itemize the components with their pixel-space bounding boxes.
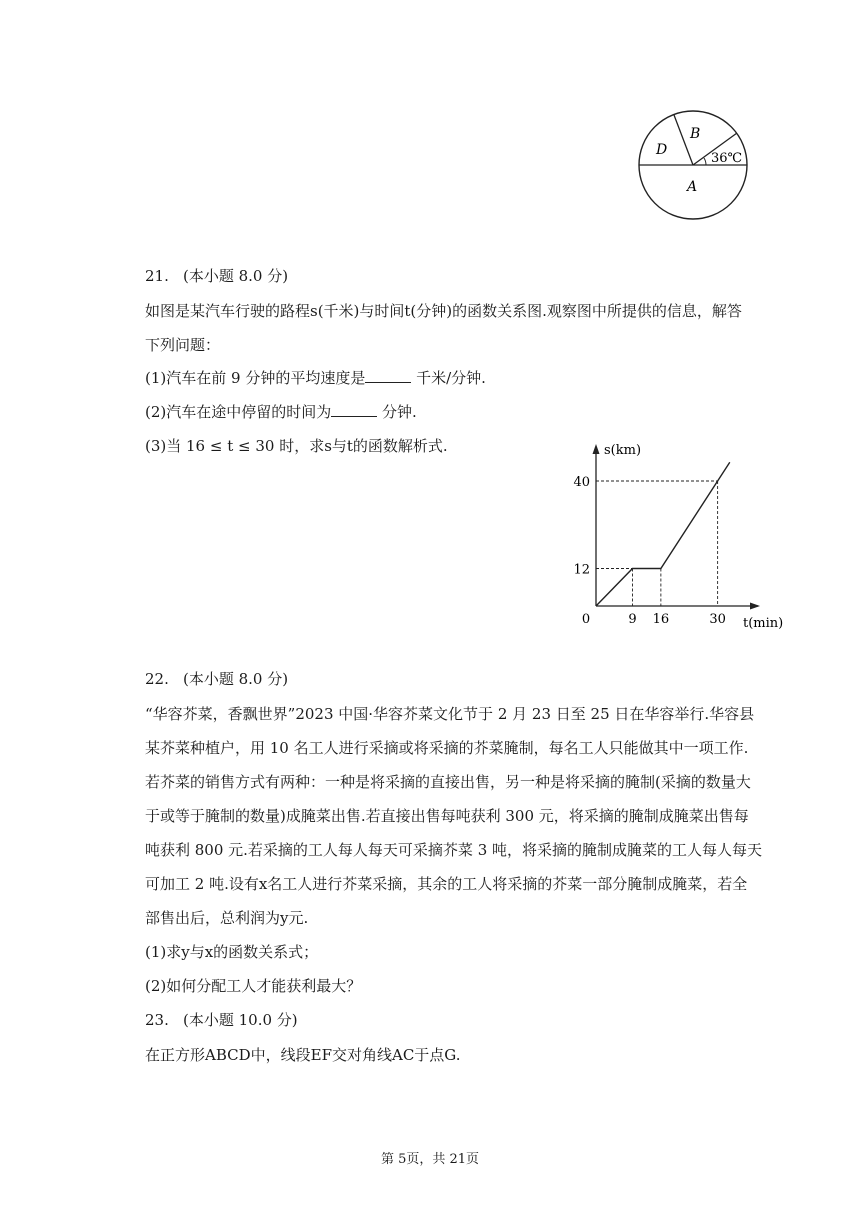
y-tick-label: 40 [573, 475, 590, 490]
x-axis-arrow [750, 603, 760, 610]
origin-label: 0 [581, 612, 591, 627]
q22-number: 22. [145, 670, 169, 688]
q21-part-1 [145, 368, 486, 388]
q22-line: “华容芥菜，香飘世界”2023 中国·华容芥菜文化节于 2 月 23 日至 25 日在华容举行.华容县 [145, 705, 755, 723]
y-axis-arrow [593, 444, 600, 454]
q23-number: 23. [145, 1011, 169, 1029]
pie-chart-figure [634, 108, 754, 224]
q22-line: 于或等于腌制的数量)成腌菜出售.若直接出售每吨获利 300 元，将采摘的腌制成腌菜出售每 [145, 807, 749, 825]
distance-time-graph [568, 443, 784, 632]
q21-intro-line-2: 下列问题： [145, 336, 221, 354]
q22-score: (本小题 8.0 分) [183, 670, 289, 688]
y-axis-label: s(km) [604, 443, 642, 458]
q23-line-1: 在正方形ABCD中，线段EF交对角线AC于点G. [145, 1046, 461, 1064]
q22-line: 吨获利 800 元.若采摘的工人每人每天可采摘芥菜 3 吨，将采摘的腌制成腌菜的工人每人每天 [145, 841, 763, 859]
x-axis-label: t(min) [743, 616, 784, 631]
q21-number: 21. [145, 267, 169, 285]
q22-part-1: (1)求y与x的函数关系式； [145, 943, 319, 961]
q22-line: 某芥菜种植户，用 10 名工人进行采摘或将采摘的芥菜腌制，每名工人只能做其中一项工作. [145, 739, 749, 757]
q21-part-3: (3)当 16 ≤ t ≤ 30 时，求s与t的函数解析式. [145, 437, 448, 455]
q22-header [145, 669, 288, 689]
q23-header [145, 1010, 298, 1030]
q21-part-2-text: (2)汽车在途中停留的时间为 [145, 403, 332, 421]
q21-part-2-unit: 分钟. [377, 403, 417, 421]
pie-label-b: B [690, 126, 701, 142]
x-tick-label: 16 [652, 612, 670, 627]
q21-part-2 [145, 402, 417, 422]
pie-label-a: A [687, 179, 698, 195]
y-tick-label: 12 [573, 562, 590, 578]
q21-part-1-text: (1)汽车在前 9 分钟的平均速度是 [145, 369, 366, 387]
q21-part-1-unit: 千米/分钟. [411, 369, 486, 387]
answer-blank-2[interactable] [331, 402, 377, 417]
q23-score: (本小题 10.0 分) [183, 1011, 298, 1029]
q22-line: 可加工 2 吨.设有x名工人进行芥菜采摘，其余的工人将采摘的芥菜一部分腌制成腌菜，若全 [145, 875, 748, 893]
pie-angle-label: 36℃ [711, 151, 743, 166]
answer-blank-1[interactable] [365, 368, 411, 383]
x-tick-label: 30 [709, 612, 726, 627]
distance-series-line [596, 462, 730, 606]
q22-part-2: (2)如何分配工人才能获利最大？ [145, 977, 362, 995]
page-footer: 第 5页，共 21页 [380, 1152, 480, 1167]
x-tick-label: 9 [628, 612, 637, 627]
q21-header [145, 266, 288, 286]
pie-label-d: D [656, 142, 668, 158]
q21-score: (本小题 8.0 分) [183, 267, 289, 285]
q22-line: 部售出后，总利润为y元. [145, 909, 309, 927]
q22-line: 若芥菜的销售方式有两种：一种是将采摘的直接出售，另一种是将采摘的腌制(采摘的数量大 [145, 773, 751, 791]
q21-intro-line-1: 如图是某汽车行驶的路程s(千米)与时间t(分钟)的函数关系图.观察图中所提供的信息，解答 [145, 302, 742, 320]
